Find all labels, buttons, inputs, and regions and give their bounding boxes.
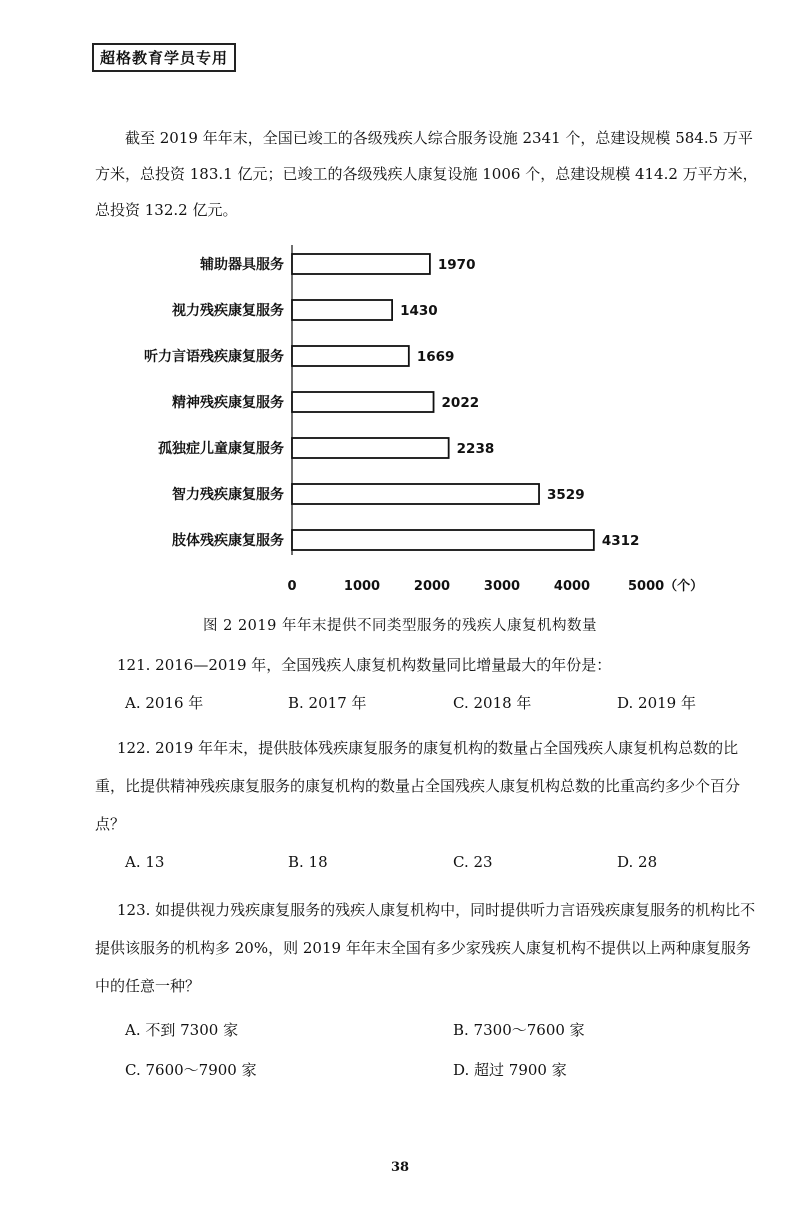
question-stem: 122. 2019 年年末，提供肢体残疾康复服务的康复机构的数量占全国残疾人康复机构总数的比重，比提供精神残疾康复服务的康复机构的数量占全国残疾人康复机构总数的比重高约多少个百分点？ (95, 739, 741, 833)
option-a: A. 不到 7300 家 (125, 1021, 239, 1039)
x-tick-label: 3000 (483, 579, 521, 594)
category-label: 肢体残疾康复服务 (172, 533, 284, 549)
data-label: 2022 (441, 395, 480, 411)
option-c: C. 23 (453, 853, 493, 871)
intro-paragraph: 截至 2019 年年末，全国已竣工的各级残疾人综合服务设施 2341 个，总建设规模 584.5 万平方米，总投资 183.1 亿元；已竣工的各级残疾人康复设施 1006 个，总建设规模 414.2 万平方米，总投资 132.2 亿元。 (95, 129, 758, 219)
category-label: 孤独症儿童康复服务 (158, 441, 284, 457)
data-label: 2238 (456, 441, 495, 457)
bar (292, 438, 449, 458)
question-122 (95, 729, 765, 881)
category-label: 精神残疾康复服务 (172, 395, 284, 411)
option-a: A. 13 (125, 853, 165, 871)
option-d: D. 超过 7900 家 (453, 1061, 567, 1079)
x-tick-label: 5000（个） (628, 579, 704, 594)
option-c: C. 2018 年 (453, 694, 532, 712)
data-label: 1430 (400, 303, 438, 319)
category-label: 视力残疾康复服务 (172, 303, 284, 319)
option-a: A. 2016 年 (125, 694, 204, 712)
chart-caption: 图 2 2019 年年末提供不同类型服务的残疾人康复机构数量 (203, 618, 597, 634)
x-tick-label: 1000 (343, 579, 381, 594)
data-label: 3529 (547, 487, 585, 503)
option-d: D. 28 (617, 853, 658, 871)
x-tick-label: 4000 (553, 579, 591, 594)
bar (292, 484, 539, 504)
category-label: 听力言语残疾康复服务 (144, 349, 284, 365)
watermark-stamp: 超格教育学员专用 (92, 43, 236, 72)
option-b: B. 18 (288, 853, 328, 871)
question-stem: 121. 2016—2019 年，全国残疾人康复机构数量同比增量最大的年份是： (117, 656, 612, 674)
bar (292, 300, 392, 320)
data-label: 4312 (601, 533, 640, 549)
bar (292, 254, 430, 274)
category-label: 辅助器具服务 (200, 257, 284, 273)
option-b: B. 7300～7600 家 (453, 1021, 585, 1039)
bar-chart (0, 235, 800, 605)
data-label: 1970 (437, 257, 476, 273)
option-c: C. 7600～7900 家 (125, 1061, 257, 1079)
option-b: B. 2017 年 (288, 694, 367, 712)
bar (292, 392, 434, 412)
bar (292, 530, 594, 550)
data-label: 1669 (416, 349, 455, 365)
page-number: 38 (390, 1160, 410, 1175)
x-tick-label: 2000 (413, 579, 451, 594)
category-label: 智力残疾康复服务 (172, 487, 284, 503)
x-tick-label: 0 (287, 579, 297, 594)
question-123 (95, 891, 765, 1091)
option-d: D. 2019 年 (617, 694, 696, 712)
question-stem: 123. 如提供视力残疾康复服务的残疾人康复机构中，同时提供听力言语残疾康复服务的机构比不提供该服务的机构多 20%，则 2019 年年末全国有多少家残疾人康复机构不提供以上两种康复服务中的任意一种？ (95, 901, 756, 995)
bar (292, 346, 409, 366)
question-121 (95, 646, 765, 722)
